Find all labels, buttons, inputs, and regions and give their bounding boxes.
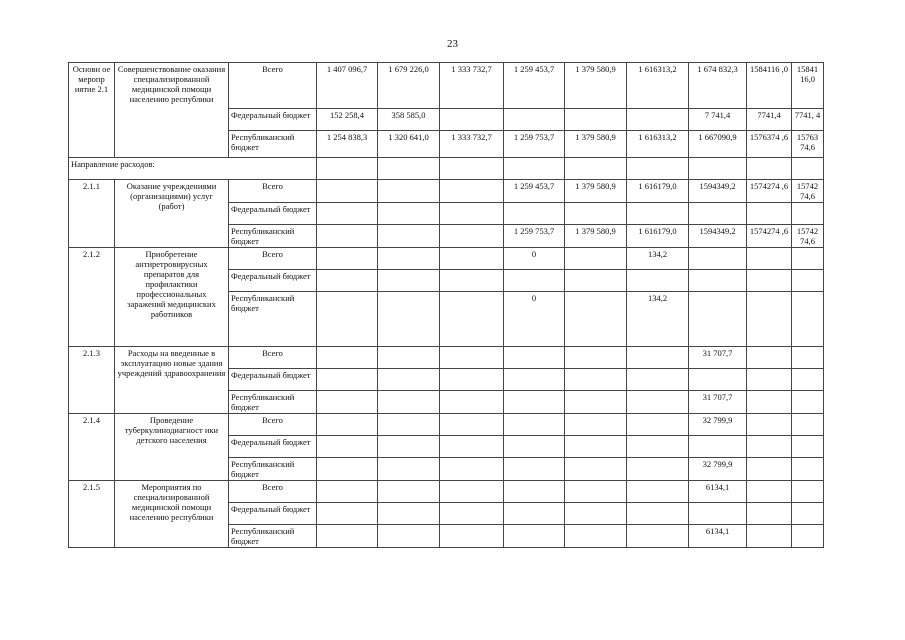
amount-cell [565,203,627,225]
amount-cell [792,436,824,458]
amount-cell [565,248,627,270]
amount-cell: 1 379 580,9 [565,131,627,158]
amount-cell [440,248,504,270]
row-code: 2.1.2 [69,248,115,347]
amount-cell: 6134,1 [689,481,747,503]
amount-cell [317,347,378,369]
amount-cell: 1574274 ,6 [747,225,792,248]
amount-cell [747,525,792,548]
amount-cell [317,292,378,347]
table-body [69,63,824,548]
amount-cell [792,525,824,548]
amount-cell [317,481,378,503]
amount-cell [792,458,824,481]
empty-cell [317,158,378,180]
funding-source: Всего [229,248,317,270]
empty-cell [747,158,792,180]
amount-cell: 1 320 641,0 [378,131,440,158]
row-code: 2.1.1 [69,180,115,248]
amount-cell [627,436,689,458]
amount-cell [378,414,440,436]
amount-cell [747,369,792,391]
amount-cell: 6134,1 [689,525,747,548]
amount-cell [689,203,747,225]
amount-cell: 1 259 753,7 [504,131,565,158]
amount-cell [689,292,747,347]
table-row [69,481,824,503]
amount-cell [317,503,378,525]
activity-name: Мероприятия по специализированной медицинской помощи населению республики [115,481,229,548]
funding-source: Республиканский бюджет [229,458,317,481]
amount-cell [792,292,824,347]
amount-cell [378,292,440,347]
amount-cell [378,225,440,248]
amount-cell [378,369,440,391]
amount-cell [378,248,440,270]
amount-cell: 15742 74,6 [792,180,824,203]
amount-cell [792,481,824,503]
amount-cell [317,414,378,436]
amount-cell [440,458,504,481]
amount-cell: 1576374 ,6 [747,131,792,158]
amount-cell: 1 259 453,7 [504,63,565,109]
amount-cell: 32 799,9 [689,458,747,481]
amount-cell: 15841 16,0 [792,63,824,109]
amount-cell [565,458,627,481]
amount-cell: 1 616179,0 [627,180,689,203]
amount-cell [504,503,565,525]
amount-cell [747,391,792,414]
amount-cell [689,503,747,525]
amount-cell [689,436,747,458]
amount-cell [317,525,378,548]
amount-cell [565,481,627,503]
amount-cell [565,525,627,548]
funding-source: Всего [229,347,317,369]
empty-cell [440,158,504,180]
amount-cell: 15742 74,6 [792,225,824,248]
amount-cell: 358 585,0 [378,109,440,131]
amount-cell [627,270,689,292]
amount-cell [747,203,792,225]
amount-cell [378,481,440,503]
amount-cell [504,391,565,414]
budget-table [68,62,824,548]
empty-cell [378,158,440,180]
amount-cell [565,414,627,436]
amount-cell [747,503,792,525]
amount-cell [747,347,792,369]
activity-name: Оказание учреждениями (организациями) услуг (работ) [115,180,229,248]
amount-cell [440,292,504,347]
direction-label: Направление расходов: [69,158,317,180]
table-row [69,180,824,203]
funding-source: Республиканский бюджет [229,292,317,347]
activity-name: Проведение туберкулинодиагност ики детского населения [115,414,229,481]
amount-cell [627,481,689,503]
amount-cell [317,270,378,292]
activity-name: Приобретение антиретровирусных препаратов для профилактики профессиональных заражений медицинских работников [115,248,229,347]
empty-cell [504,158,565,180]
row-code: 2.1.3 [69,347,115,414]
amount-cell [504,436,565,458]
funding-source: Федеральный бюджет [229,109,317,131]
amount-cell [440,369,504,391]
amount-cell [565,436,627,458]
amount-cell: 152 258,4 [317,109,378,131]
funding-source: Республиканский бюджет [229,391,317,414]
funding-source: Республиканский бюджет [229,525,317,548]
amount-cell [627,347,689,369]
amount-cell [747,270,792,292]
amount-cell: 1594349,2 [689,180,747,203]
amount-cell [565,270,627,292]
amount-cell: 1 674 832,3 [689,63,747,109]
amount-cell [440,180,504,203]
amount-cell: 1 379 580,9 [565,225,627,248]
amount-cell [440,347,504,369]
amount-cell [504,369,565,391]
amount-cell [378,458,440,481]
funding-source: Федеральный бюджет [229,503,317,525]
amount-cell [792,391,824,414]
amount-cell [565,391,627,414]
amount-cell [747,436,792,458]
amount-cell: 32 799,9 [689,414,747,436]
amount-cell [689,248,747,270]
amount-cell [504,270,565,292]
amount-cell [504,458,565,481]
amount-cell [792,369,824,391]
amount-cell [627,109,689,131]
amount-cell [317,203,378,225]
amount-cell: 1574274 ,6 [747,180,792,203]
funding-source: Всего [229,481,317,503]
funding-source: Всего [229,63,317,109]
amount-cell [627,525,689,548]
direction-row [69,158,824,180]
amount-cell [440,391,504,414]
table-row [69,414,824,436]
amount-cell: 1 254 838,3 [317,131,378,158]
activity-name: Расходы на введенные в эксплуатацию новые здания учреждений здравоохранения [115,347,229,414]
row-code: 2.1.5 [69,481,115,548]
amount-cell [440,414,504,436]
amount-cell: 1 259 753,7 [504,225,565,248]
amount-cell: 1 616313,2 [627,131,689,158]
amount-cell [440,525,504,548]
amount-cell: 1594349,2 [689,225,747,248]
amount-cell [627,414,689,436]
table-row [69,63,824,109]
empty-cell [689,158,747,180]
amount-cell [504,347,565,369]
amount-cell [792,270,824,292]
amount-cell [747,292,792,347]
amount-cell [504,414,565,436]
amount-cell [792,503,824,525]
amount-cell [504,109,565,131]
amount-cell: 15763 74,6 [792,131,824,158]
amount-cell [689,270,747,292]
amount-cell: 1 407 096,7 [317,63,378,109]
funding-source: Республиканский бюджет [229,225,317,248]
amount-cell: 7741,4 [747,109,792,131]
amount-cell [565,109,627,131]
amount-cell [627,203,689,225]
amount-cell [565,292,627,347]
amount-cell [792,203,824,225]
amount-cell: 1 379 580,9 [565,63,627,109]
amount-cell [504,481,565,503]
funding-source: Федеральный бюджет [229,369,317,391]
amount-cell [504,525,565,548]
row-code: 2.1.4 [69,414,115,481]
table-row [69,347,824,369]
amount-cell: 1 259 453,7 [504,180,565,203]
amount-cell [747,248,792,270]
amount-cell: 1 616179,0 [627,225,689,248]
amount-cell: 1 379 580,9 [565,180,627,203]
amount-cell [627,369,689,391]
amount-cell [747,414,792,436]
amount-cell: 31 707,7 [689,347,747,369]
amount-cell [317,369,378,391]
funding-source: Всего [229,180,317,203]
amount-cell [565,347,627,369]
funding-source: Федеральный бюджет [229,270,317,292]
amount-cell: 1 679 226,0 [378,63,440,109]
page-number: 23 [447,38,458,50]
empty-cell [627,158,689,180]
amount-cell: 1 667090,9 [689,131,747,158]
amount-cell [504,203,565,225]
amount-cell [440,436,504,458]
funding-source: Федеральный бюджет [229,203,317,225]
amount-cell: 1 333 732,7 [440,131,504,158]
main-activity-name: Совершенствование оказания специализированной медицинской помощи населению республики [115,63,229,158]
row-code: Основн ое меропр иятие 2.1 [69,63,115,158]
amount-cell [378,525,440,548]
amount-cell [317,458,378,481]
amount-cell [378,503,440,525]
amount-cell [792,248,824,270]
amount-cell [792,414,824,436]
amount-cell: 0 [504,292,565,347]
amount-cell [565,369,627,391]
amount-cell: 7 741,4 [689,109,747,131]
amount-cell [317,248,378,270]
amount-cell [565,503,627,525]
funding-source: Всего [229,414,317,436]
empty-cell [565,158,627,180]
amount-cell [627,391,689,414]
amount-cell: 31 707,7 [689,391,747,414]
amount-cell: 134,2 [627,248,689,270]
amount-cell [440,481,504,503]
funding-source: Республиканский бюджет [229,131,317,158]
amount-cell [627,458,689,481]
amount-cell [440,225,504,248]
amount-cell [440,270,504,292]
amount-cell: 134,2 [627,292,689,347]
amount-cell [440,109,504,131]
amount-cell [317,180,378,203]
amount-cell: 1584116 ,0 [747,63,792,109]
funding-source: Федеральный бюджет [229,436,317,458]
amount-cell: 0 [504,248,565,270]
amount-cell [627,503,689,525]
amount-cell [317,391,378,414]
amount-cell [378,347,440,369]
amount-cell: 7741, 4 [792,109,824,131]
empty-cell [792,158,824,180]
amount-cell: 1 333 732,7 [440,63,504,109]
amount-cell [792,347,824,369]
amount-cell [378,391,440,414]
amount-cell [440,503,504,525]
amount-cell [378,180,440,203]
amount-cell [317,436,378,458]
table-row [69,248,824,270]
amount-cell [317,225,378,248]
amount-cell: 1 616313,2 [627,63,689,109]
amount-cell [689,369,747,391]
amount-cell [378,270,440,292]
amount-cell [747,458,792,481]
amount-cell [378,203,440,225]
amount-cell [747,481,792,503]
amount-cell [440,203,504,225]
amount-cell [378,436,440,458]
